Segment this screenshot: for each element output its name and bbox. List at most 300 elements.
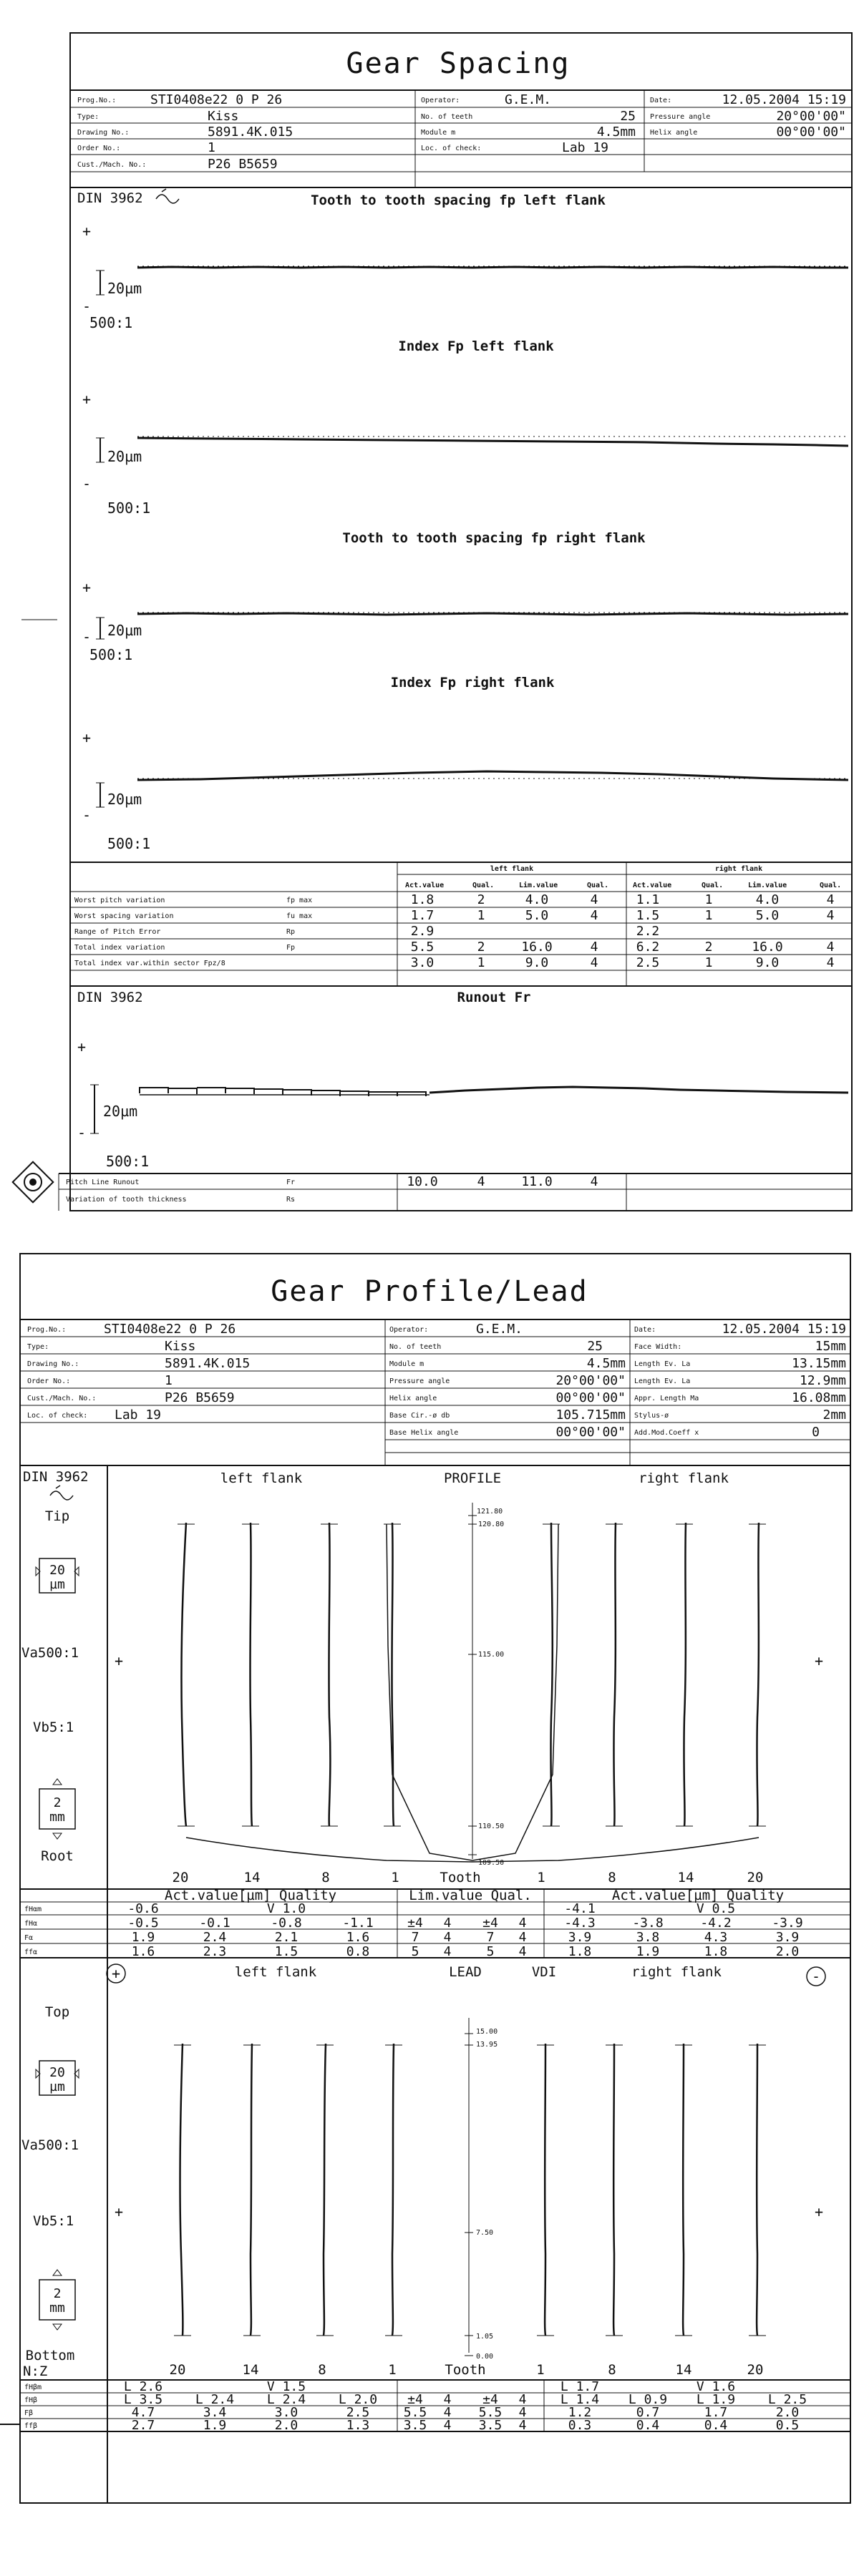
tooth-number: 20 <box>172 1870 189 1885</box>
plot-title: Index Fp left flank <box>398 338 554 354</box>
header-label: Module m <box>421 129 456 137</box>
header-label: Stylus-ø <box>634 1412 669 1420</box>
scale-horizontal: 2 mm <box>49 1795 65 1825</box>
top-label: Top <box>44 2004 70 2020</box>
table-row <box>24 1916 803 1931</box>
row-label: Variation of tooth thickness <box>66 1196 187 1204</box>
header-label: Pressure angle <box>650 113 711 121</box>
page2-frame <box>20 1254 850 2503</box>
header-value: 16.08mm <box>792 1390 846 1405</box>
tooth-number: 14 <box>243 1870 261 1885</box>
svg-text:+: + <box>82 223 92 240</box>
cell-value: 7 <box>411 1930 419 1945</box>
plot-scale: 20µm <box>107 791 142 808</box>
cell-value: 4 <box>443 1944 452 1959</box>
cell-value: 5.5 <box>410 940 435 955</box>
table-header: Act.value[µm] Quality <box>164 1888 337 1903</box>
plot-scale: 20µm <box>107 622 142 639</box>
cell-value: 2.0 <box>775 2405 800 2420</box>
header-value: 00°00'00" <box>555 1390 626 1405</box>
cell-value: -0.5 <box>127 1916 159 1931</box>
header-label: Base Helix angle <box>389 1429 459 1437</box>
tooth-number: 1 <box>391 1870 399 1885</box>
cell-value: 5.0 <box>755 908 780 923</box>
plot-mag: 500:1 <box>107 499 151 517</box>
cell-value: 1.1 <box>636 892 660 907</box>
cell-value: L 3.5 <box>123 2392 163 2407</box>
cell-value: V 1.0 <box>266 1901 306 1916</box>
row-symbol: Rp <box>286 928 296 936</box>
axis-tick: 110.50 <box>478 1823 505 1830</box>
svg-text:-: - <box>77 1124 87 1141</box>
table-row <box>74 908 834 923</box>
header-label: Appr. Length Ma <box>634 1395 699 1402</box>
row-symbol: fp max <box>286 897 313 904</box>
cell-value: 4.3 <box>704 1930 728 1945</box>
cell-value: L 2.0 <box>338 2392 378 2407</box>
cell-value: 1 <box>477 908 485 923</box>
header-label: Add.Mod.Coeff x <box>634 1429 699 1437</box>
cell-value: 5 <box>411 1944 419 1959</box>
header-value: 12.05.2004 15:19 <box>722 92 846 107</box>
plot-index-left <box>82 338 848 517</box>
cell-value: 4.0 <box>525 892 549 907</box>
row-label: fHβm <box>24 2384 42 2391</box>
tooth-label: Tooth <box>445 2362 486 2378</box>
cell-value: 1.7 <box>704 2405 728 2420</box>
column-header: Qual. <box>472 882 495 889</box>
cell-value: -1.1 <box>342 1916 374 1931</box>
cell-value: 4 <box>590 1174 598 1189</box>
cell-value: 4 <box>826 955 835 970</box>
cell-value: L 0.9 <box>628 2392 668 2407</box>
spacing-right-trace <box>137 613 848 615</box>
cell-value: 4 <box>518 2405 527 2420</box>
header-value: 12.9mm <box>799 1373 846 1388</box>
cell-value: 2.0 <box>274 2418 299 2433</box>
header-value: 1 <box>165 1373 173 1388</box>
table-row <box>24 2418 799 2433</box>
cell-value: 6.2 <box>636 940 660 955</box>
svg-text:+: + <box>815 1652 824 1669</box>
lead-section <box>21 1964 825 2379</box>
cell-value: 3.5 <box>403 2418 427 2433</box>
header-label: Base Cir.-ø db <box>389 1412 450 1420</box>
table-row <box>74 892 834 907</box>
cell-value: 3.9 <box>568 1930 592 1945</box>
cell-value: 0.7 <box>636 2405 660 2420</box>
cell-value: 3.8 <box>636 1930 660 1945</box>
header-value: P26 B5659 <box>208 157 278 172</box>
column-header: Qual. <box>587 882 609 889</box>
axis-tick: 120.80 <box>478 1521 505 1528</box>
cell-value: ±4 <box>407 1916 423 1931</box>
cell-value: 2 <box>477 940 485 955</box>
svg-text:+: + <box>77 1038 87 1055</box>
header-label: Type: <box>27 1343 49 1351</box>
plot-title: Index Fp right flank <box>390 675 555 691</box>
header-label: Order No.: <box>77 145 121 152</box>
cell-value: 4.0 <box>755 892 780 907</box>
row-label: Worst pitch variation <box>74 897 165 904</box>
header-value: 25 <box>587 1339 603 1354</box>
cell-value: 1 <box>704 908 713 923</box>
index-left-trace <box>137 438 848 446</box>
page1-frame <box>70 33 852 1211</box>
row-label: Worst spacing variation <box>74 912 174 920</box>
cell-value: -3.9 <box>772 1916 803 1931</box>
bottom-label: Bottom <box>25 2348 75 2363</box>
row-label: Pitch Line Runout <box>66 1179 140 1186</box>
header-value: 20°00'00" <box>776 109 846 124</box>
cell-value: 3.0 <box>410 955 435 970</box>
cell-value: 4 <box>443 1916 452 1931</box>
header-label: Type: <box>77 113 100 121</box>
header-label: Order No.: <box>27 1377 71 1385</box>
header-value: Lab 19 <box>115 1407 162 1423</box>
tooth-number: 14 <box>677 1870 694 1885</box>
header-value: 13.15mm <box>792 1356 846 1371</box>
axis-tick: 121.80 <box>477 1508 503 1516</box>
cell-value: 1.2 <box>568 2405 592 2420</box>
tooth-number: 20 <box>747 1870 764 1885</box>
group-header: left flank <box>490 865 534 873</box>
plot-mag: 500:1 <box>89 646 133 663</box>
header-value: 25 <box>620 109 636 124</box>
cell-value: 1.7 <box>410 908 435 923</box>
cell-value: 2.5 <box>636 955 660 970</box>
header-label: No. of teeth <box>389 1343 442 1351</box>
cell-value: 9.0 <box>525 955 549 970</box>
cell-value: 4 <box>826 892 835 907</box>
header-label: No. of teeth <box>421 113 473 121</box>
cell-value: 1.3 <box>346 2418 370 2433</box>
cell-value: 4 <box>590 892 598 907</box>
cell-value: L 2.4 <box>195 2392 235 2407</box>
cell-value: 4 <box>590 908 598 923</box>
header-value: Kiss <box>208 109 239 124</box>
header-label: Drawing No.: <box>27 1360 79 1368</box>
cell-value: 2.4 <box>203 1930 227 1945</box>
column-header: Lim.value <box>519 882 558 889</box>
table-row <box>24 1944 799 1959</box>
svg-text:+: + <box>115 2203 124 2220</box>
section-title: LEAD <box>449 1964 482 1980</box>
header-value: P26 B5659 <box>165 1390 235 1405</box>
cell-value: 4 <box>477 1174 485 1189</box>
cell-value: 5.0 <box>525 908 549 923</box>
cell-value: -4.1 <box>564 1901 596 1916</box>
row-label: Total index variation <box>74 944 165 952</box>
cell-value: 1.8 <box>568 1944 592 1959</box>
header-value: 20°00'00" <box>555 1373 626 1388</box>
plot-scale: 20µm <box>107 280 142 297</box>
lead-traces <box>174 2044 766 2336</box>
cell-value: -3.8 <box>632 1916 664 1931</box>
cell-value: 5 <box>486 1944 495 1959</box>
surface-symbol-icon <box>50 1485 73 1500</box>
tooth-label: Tooth <box>440 1870 481 1885</box>
cell-value: 2.1 <box>274 1930 299 1945</box>
header-value: 4.5mm <box>586 1356 626 1371</box>
row-label: ffβ <box>24 2422 38 2430</box>
header-value: 4.5mm <box>596 125 636 140</box>
cell-value: 1.9 <box>203 2418 227 2433</box>
tooth-number: 14 <box>675 2362 692 2378</box>
header-label: Prog.No.: <box>77 97 117 104</box>
cell-value: 2.9 <box>410 924 435 939</box>
cell-value: 1 <box>477 955 485 970</box>
cell-value: 5.5 <box>403 2405 427 2420</box>
cell-value: 2.5 <box>346 2405 370 2420</box>
scale-vertical: 20 µm <box>49 1563 65 1592</box>
header-value: 00°00'00" <box>776 125 846 140</box>
tip-label: Tip <box>44 1508 70 1524</box>
header-label: Date: <box>634 1326 656 1334</box>
cell-value: V 1.6 <box>696 2379 736 2394</box>
row-label: Total index var.within sector Fpz/8 <box>74 960 225 967</box>
column-header: Lim.value <box>748 882 787 889</box>
cell-value: 2.0 <box>775 1944 800 1959</box>
nz-label: N:Z <box>23 2363 48 2379</box>
magnification: Va500:1 <box>21 2137 79 2153</box>
header-value: 105.715mm <box>555 1407 626 1423</box>
cell-value: 0.8 <box>346 1944 370 1959</box>
cell-value: 0.4 <box>636 2418 660 2433</box>
plot-title: Runout Fr <box>457 990 531 1005</box>
axis-tick: 13.95 <box>476 2041 498 2049</box>
cell-value: 16.0 <box>521 940 553 955</box>
cell-value: 10.0 <box>407 1174 438 1189</box>
column-header: Act.value <box>633 882 672 889</box>
flank-label: left flank <box>234 1964 317 1980</box>
cell-value: 0.5 <box>775 2418 800 2433</box>
page1-title: Gear Spacing <box>346 47 571 80</box>
axis-tick: 15.00 <box>476 2028 498 2036</box>
profile-curve-right <box>472 1524 558 1860</box>
header-value: Kiss <box>165 1339 196 1354</box>
cell-value: V 0.5 <box>696 1901 736 1916</box>
tooth-number: 1 <box>537 1870 545 1885</box>
cell-value: 4 <box>826 940 835 955</box>
axis-tick: 0.00 <box>476 2353 494 2361</box>
page1-bottom-rows <box>59 1174 852 1211</box>
header-label: Operator: <box>421 97 460 104</box>
plot-spacing-right <box>21 530 848 663</box>
cell-value: 4 <box>590 955 598 970</box>
plot-scale: 20µm <box>103 1103 138 1120</box>
cell-value: 2 <box>704 940 713 955</box>
cell-value: 4.7 <box>131 2405 155 2420</box>
profile-traces <box>178 1523 766 1826</box>
cell-value: 4 <box>590 940 598 955</box>
cell-value: 1.8 <box>704 1944 728 1959</box>
header-value: 5891.4K.015 <box>208 125 293 140</box>
tooth-number: 14 <box>242 2362 259 2378</box>
header-label: Loc. of check: <box>27 1412 88 1420</box>
header-label: Length Ev. La <box>634 1377 691 1385</box>
cell-value: -4.3 <box>564 1916 596 1931</box>
page2-header <box>20 1319 850 1465</box>
company-logo <box>13 1162 54 1203</box>
header-label: Length Ev. La <box>634 1360 691 1368</box>
tooth-number: 8 <box>608 2362 616 2378</box>
flank-label: right flank <box>639 1470 729 1486</box>
header-label: Pressure angle <box>389 1377 450 1385</box>
row-label: fHαm <box>24 1906 42 1913</box>
row-symbol: fu max <box>286 912 313 920</box>
flank-label: left flank <box>220 1470 303 1486</box>
cell-value: L 1.4 <box>560 2392 600 2407</box>
cell-value: L 1.9 <box>696 2392 736 2407</box>
cell-value: 3.0 <box>274 2405 299 2420</box>
cell-value: 3.9 <box>775 1930 800 1945</box>
row-symbol: Fr <box>286 1179 296 1186</box>
spacing-left-trace <box>137 267 848 268</box>
cell-value: 9.0 <box>755 955 780 970</box>
cell-value: 11.0 <box>521 1174 553 1189</box>
section-title: PROFILE <box>443 1470 502 1486</box>
cell-value: L 2.6 <box>123 2379 163 2394</box>
table-row <box>66 1174 598 1189</box>
cell-value: 1.5 <box>636 908 660 923</box>
page1-header <box>70 90 852 187</box>
cell-value: 1.6 <box>346 1930 370 1945</box>
scale-vertical: 20 µm <box>49 2065 65 2094</box>
header-label: Cust./Mach. No.: <box>27 1395 97 1402</box>
scale-horizontal: 2 mm <box>49 2286 65 2316</box>
header-value: G.E.M. <box>476 1322 523 1337</box>
column-header: Qual. <box>702 882 724 889</box>
standard-label: DIN 3962 <box>77 190 143 206</box>
cell-value: ±4 <box>407 2392 423 2407</box>
svg-text:-: - <box>82 806 92 824</box>
profile-curve-left <box>387 1524 472 1860</box>
cell-value: ±4 <box>482 2392 498 2407</box>
page2-title: Gear Profile/Lead <box>271 1275 588 1308</box>
plot-mag: 500:1 <box>107 835 151 852</box>
tooth-number: 1 <box>536 2362 545 2378</box>
header-label: Drawing No.: <box>77 129 130 137</box>
plus-icon: + <box>111 1965 121 1982</box>
group-header: right flank <box>714 865 763 873</box>
cell-value: L 2.5 <box>767 2392 807 2407</box>
profile-rows <box>24 1901 803 1959</box>
column-header: Act.value <box>405 882 445 889</box>
header-label: Operator: <box>389 1326 429 1334</box>
cell-value: V 1.5 <box>266 2379 306 2394</box>
svg-text:-: - <box>82 298 92 315</box>
cell-value: ±4 <box>482 1916 498 1931</box>
plot-title: Tooth to tooth spacing fp left flank <box>311 192 606 208</box>
cell-value: 16.0 <box>752 940 783 955</box>
header-value: G.E.M. <box>505 92 552 107</box>
column-header: Qual. <box>820 882 842 889</box>
cell-value: 4 <box>518 2392 527 2407</box>
plot-mag: 500:1 <box>89 314 133 331</box>
row-label: Range of Pitch Error <box>74 928 161 936</box>
header-value: STI0408e22 0 P 26 <box>104 1322 236 1337</box>
header-value: 1 <box>208 140 215 155</box>
magnification: Vb5:1 <box>33 2213 74 2229</box>
summary-rows <box>74 892 834 970</box>
cell-value: 1 <box>704 955 713 970</box>
minus-icon: - <box>811 1968 821 1985</box>
plot-scale: 20µm <box>107 448 142 465</box>
svg-text:+: + <box>82 729 92 746</box>
cell-value: 1.5 <box>274 1944 299 1959</box>
table-row <box>74 940 834 955</box>
header-label: Helix angle <box>650 129 698 137</box>
header-label: Loc. of check: <box>421 145 482 152</box>
page-gear-spacing <box>13 33 852 1211</box>
table-row <box>24 1930 799 1945</box>
table-header: Act.value[µm] Quality <box>611 1888 785 1903</box>
tooth-number: 8 <box>321 1870 330 1885</box>
cell-value: 4 <box>443 2405 452 2420</box>
cell-value: -0.6 <box>127 1901 159 1916</box>
cell-value: 1 <box>704 892 713 907</box>
cell-value: 4 <box>443 2392 452 2407</box>
surface-symbol-icon <box>156 189 179 203</box>
svg-text:+: + <box>82 391 92 408</box>
cell-value: 1.8 <box>410 892 435 907</box>
cell-value: 2.2 <box>636 924 660 939</box>
table-row <box>66 1196 295 1204</box>
plot-mag: 500:1 <box>106 1153 150 1170</box>
tooth-number: 8 <box>608 1870 616 1885</box>
lead-method: VDI <box>531 1964 557 1980</box>
plot-runout <box>77 990 848 1170</box>
cell-value: 2 <box>477 892 485 907</box>
page-profile-lead <box>0 1254 850 2503</box>
cell-value: 2.3 <box>203 1944 227 1959</box>
flank-label: right flank <box>631 1964 722 1980</box>
cell-value: -0.1 <box>199 1916 230 1931</box>
cell-value: 4 <box>443 2418 452 2433</box>
plot-title: Tooth to tooth spacing fp right flank <box>342 530 646 546</box>
table-row <box>74 955 834 970</box>
cell-value: 1.6 <box>131 1944 155 1959</box>
header-label: Prog.No.: <box>27 1326 67 1334</box>
cell-value: 3.4 <box>203 2405 227 2420</box>
header-label: Date: <box>650 97 672 104</box>
table-header: Lim.value Qual. <box>409 1888 532 1903</box>
cell-value: 1.9 <box>131 1930 155 1945</box>
row-label: ffα <box>24 1948 38 1956</box>
svg-text:-: - <box>82 628 92 645</box>
cell-value: 1.9 <box>636 1944 660 1959</box>
axis-tick: 109.50 <box>478 1859 505 1867</box>
cell-value: 7 <box>486 1930 495 1945</box>
cell-value: 0.4 <box>704 2418 728 2433</box>
page1-summary-table <box>70 862 852 986</box>
header-value: STI0408e22 0 P 26 <box>150 92 283 107</box>
tooth-number: 20 <box>169 2362 186 2378</box>
plot-spacing-left <box>82 192 848 331</box>
row-label: Fβ <box>24 2409 34 2417</box>
cell-value: -0.8 <box>271 1916 302 1931</box>
cell-value: -4.2 <box>700 1916 732 1931</box>
plot-index-right <box>82 675 848 852</box>
cell-value: 2.7 <box>131 2418 155 2433</box>
row-label: fHα <box>24 1920 38 1928</box>
header-value: Lab 19 <box>562 140 609 155</box>
header-value: 12.05.2004 15:19 <box>722 1322 846 1337</box>
svg-text:+: + <box>815 2203 824 2220</box>
index-right-trace <box>137 771 848 780</box>
standard-label: DIN 3962 <box>23 1469 89 1485</box>
